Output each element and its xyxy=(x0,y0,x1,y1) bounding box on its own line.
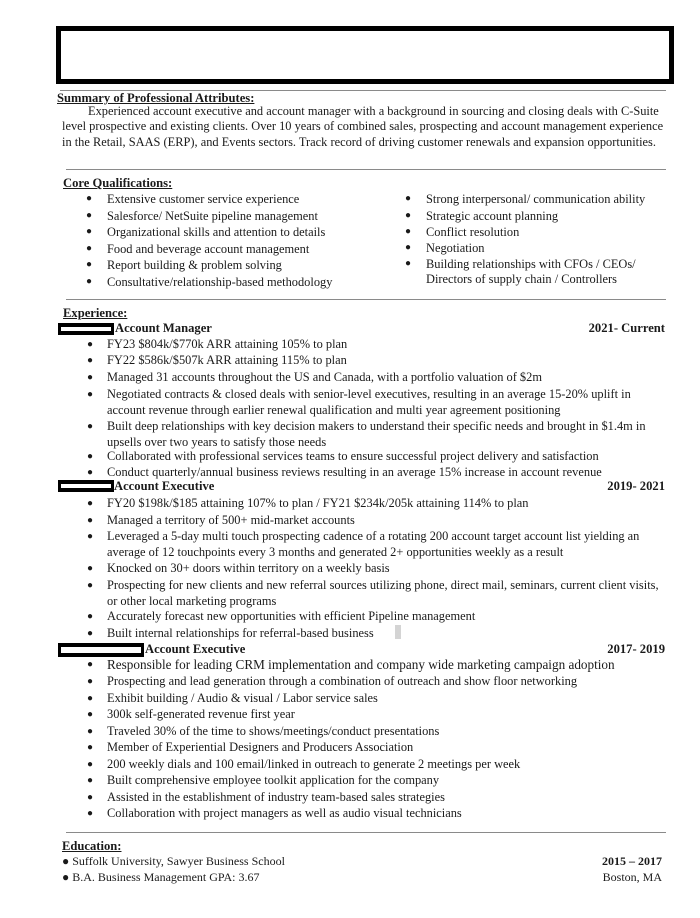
bullet-icon: ● xyxy=(87,467,94,478)
bullet-icon: ● xyxy=(86,243,93,254)
bullet-icon: ● xyxy=(86,226,93,237)
bullet-icon: ● xyxy=(87,339,94,350)
job-bullet: ● FY22 $586k/$507k ARR attaining 115% to plan xyxy=(87,353,347,367)
text-selection-marker xyxy=(395,625,401,639)
job-bullet: ● Built internal relationships for referral-based business xyxy=(87,626,374,640)
bullet-icon: ● xyxy=(405,242,412,253)
qualification-item: ● Consultative/relationship-based methodology xyxy=(86,275,333,289)
bullet-icon: ● xyxy=(87,515,94,526)
job-bullet: ● Knocked on 30+ doors within territory on a weekly basis xyxy=(87,561,390,575)
job-bullet: ● FY20 $198k/$185 attaining 107% to plan / FY21 $234k/205k attaining 114% to plan xyxy=(87,496,529,510)
bullet-icon: ● xyxy=(87,389,94,400)
bullet-icon: ● xyxy=(87,580,94,591)
bullet-icon: ● xyxy=(87,563,94,574)
job-bullet: ● Member of Experiential Designers and Producers Association xyxy=(87,740,414,754)
job-bullet: ● Collaborated with professional services teams to ensure successful project delivery and satisfaction xyxy=(87,449,599,463)
job-bullet: ● 300k self-generated revenue first year xyxy=(87,707,295,721)
education-dates: 2015 – 2017 xyxy=(602,854,662,868)
job-bullet: ● Responsible for leading CRM implementation and company wide marketing campaign adoption xyxy=(87,657,615,672)
job-bullet: ● Managed 31 accounts throughout the US and Canada, with a portfolio valuation of $2m xyxy=(87,370,542,384)
divider xyxy=(66,169,666,170)
bullet-icon: ● xyxy=(405,193,412,204)
experience-heading: Experience: xyxy=(63,306,128,320)
qualification-item: ● Extensive customer service experience xyxy=(86,192,300,206)
job-bullet: ● Assisted in the establishment of industry team-based sales strategies xyxy=(87,790,445,804)
job-bullet: ● Prospecting for new clients and new referral sources utilizing phone, direct mail, seminars, current client visits, or other local marketing programs xyxy=(87,578,659,608)
qualification-item: ● Salesforce/ NetSuite pipeline management xyxy=(86,209,318,223)
bullet-icon: ● xyxy=(87,726,94,737)
qualification-item: ● Strategic account planning xyxy=(405,209,559,223)
bullet-icon: ● xyxy=(87,742,94,753)
bullet-icon: ● xyxy=(87,775,94,786)
divider xyxy=(66,299,666,300)
company-name-redacted xyxy=(58,643,144,657)
bullet-icon: ● xyxy=(87,355,94,366)
divider xyxy=(66,832,666,833)
education-heading: Education: xyxy=(62,839,122,853)
job-bullet: ● Built comprehensive employee toolkit application for the company xyxy=(87,773,440,787)
bullet-icon: ● xyxy=(87,451,94,462)
job-bullet: ● 200 weekly dials and 100 email/linked in outreach to generate 2 meetings per week xyxy=(87,757,521,771)
qualification-item: ● Report building & problem solving xyxy=(86,258,282,272)
bullet-icon: ● xyxy=(87,693,94,704)
bullet-icon: ● xyxy=(87,372,94,383)
education-location: Boston, MA xyxy=(602,870,662,884)
job-bullet: ● Prospecting and lead generation through a combination of outreach and show floor networking xyxy=(87,674,578,688)
bullet-icon: ● xyxy=(87,628,94,639)
bullet-icon: ● xyxy=(87,709,94,720)
bullet-icon: ● xyxy=(87,498,94,509)
education-school: ● Suffolk University, Sawyer Business School xyxy=(62,854,285,868)
bullet-icon: ● xyxy=(87,531,94,542)
qualification-item: ● Negotiation xyxy=(405,241,485,255)
job-dates: 2019- 2021 xyxy=(607,479,665,493)
bullet-icon: ● xyxy=(405,210,412,221)
bullet-icon: ● xyxy=(87,611,94,622)
job-bullet: ● Negotiated contracts & closed deals with senior-level executives, resulting in an average 15-20% uplift in account revenue through earlier renewal qualification and multi year agreement positioning xyxy=(87,387,631,417)
job-dates: 2017- 2019 xyxy=(607,642,665,656)
bullet-icon: ● xyxy=(405,258,412,269)
job-title: Account Manager xyxy=(115,321,212,335)
bullet-icon: ● xyxy=(86,210,93,221)
bullet-icon: ● xyxy=(87,808,94,819)
qualification-item: ● Food and beverage account management xyxy=(86,242,310,256)
bullet-icon: ● xyxy=(86,193,93,204)
education-degree: ● B.A. Business Management GPA: 3.67 xyxy=(62,870,260,884)
bullet-icon: ● xyxy=(87,421,94,432)
summary-text: Experienced account executive and account manager with a background in sourcing and closing deals with C-Suite level prospective and existing clients. Over 10 years of combined sales, prospecting and account management experience in the Retail, SAAS (ERP), and Events sectors. Track record of driving customer renewals and expansion opportunities. xyxy=(62,104,664,149)
bullet-icon: ● xyxy=(87,659,94,670)
qualification-item: ● Conflict resolution xyxy=(405,225,520,239)
bullet-icon: ● xyxy=(405,226,412,237)
bullet-icon: ● xyxy=(87,759,94,770)
bullet-icon: ● xyxy=(86,276,93,287)
bullet-icon: ● xyxy=(87,676,94,687)
job-title: Account Executive xyxy=(145,642,246,656)
job-bullet: ● Exhibit building / Audio & visual / Labor service sales xyxy=(87,691,378,705)
job-bullet: ● Built deep relationships with key decision makers to understand their specific needs and brought in $1.4m in upsells over two years to satisfy those needs xyxy=(87,419,646,449)
bullet-icon: ● xyxy=(87,792,94,803)
job-bullet: ● Traveled 30% of the time to shows/meetings/conduct presentations xyxy=(87,724,440,738)
qualification-item: ● Strong interpersonal/ communication ability xyxy=(405,192,646,206)
qualification-item: ● Building relationships with CFOs / CEOs/ xyxy=(405,257,636,271)
summary-heading: Summary of Professional Attributes: xyxy=(57,91,255,105)
company-name-redacted xyxy=(58,323,114,335)
bullet-icon: ● xyxy=(86,259,93,270)
job-bullet: ● Conduct quarterly/annual business reviews resulting in an average 15% increase in account revenue xyxy=(87,465,602,479)
core-qualifications-heading: Core Qualifications: xyxy=(63,176,173,190)
job-bullet: ● Accurately forecast new opportunities with efficient Pipeline management xyxy=(87,609,476,623)
job-title: Account Executive xyxy=(114,479,215,493)
job-bullet: ● Managed a territory of 500+ mid-market accounts xyxy=(87,513,355,527)
name-header-redacted xyxy=(56,26,674,84)
job-bullet: ● Collaboration with project managers as well as audio visual technicians xyxy=(87,806,462,820)
job-bullet: ● FY23 $804k/$770k ARR attaining 105% to plan xyxy=(87,337,348,351)
qualification-item: ● Organizational skills and attention to details xyxy=(86,225,326,239)
job-dates: 2021- Current xyxy=(588,321,665,335)
job-bullet: ● Leveraged a 5-day multi touch prospecting cadence of a rotating 200 account target account list yielding an average of 12 touchpoints every 3 months and generated 2+ opportunities weekly as a result xyxy=(87,529,640,559)
company-name-redacted xyxy=(58,480,114,492)
qualification-item-continued: Directors of supply chain / Controllers xyxy=(426,272,617,286)
